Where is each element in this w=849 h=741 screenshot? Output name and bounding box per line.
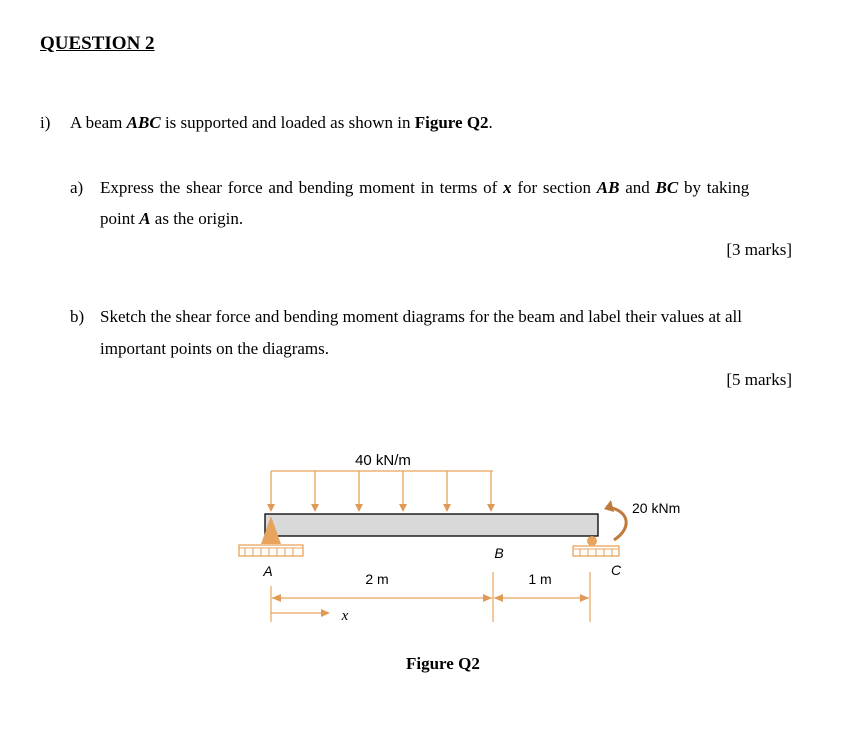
roller-support-c <box>573 536 619 556</box>
moment-arrow <box>604 500 680 540</box>
part-a-l1-t2: for section <box>511 178 597 197</box>
part-a-l1-t1: Express the shear force and bending moment in terms of <box>100 178 504 197</box>
moment-label: 20 kNm <box>632 500 681 516</box>
part-b-label: b) <box>70 307 85 326</box>
moment-arc <box>606 507 626 540</box>
question-title: QUESTION 2 <box>40 33 155 54</box>
moment-arrowhead <box>604 500 614 512</box>
x-label: x <box>341 608 349 624</box>
section-bc: BC <box>655 178 679 197</box>
figure-reference: Figure Q2 <box>414 113 489 132</box>
part-a-marks: [3 marks] <box>726 240 792 259</box>
beam <box>265 514 598 536</box>
span-ab-label: 2 m <box>365 571 389 587</box>
part-b-line-1: Sketch the shear force and bending moment diagrams for the beam and label their values at all <box>100 307 742 326</box>
point-c-label: C <box>610 562 622 578</box>
part-i-text-1: A beam <box>70 113 127 132</box>
part-b-line-2: important points on the diagrams. <box>100 339 329 358</box>
point-b-label: B <box>494 545 504 561</box>
part-a-l1-t4: by taking <box>678 178 750 197</box>
roller-wheel <box>587 536 597 546</box>
part-a-label: a) <box>70 178 84 197</box>
distributed-load <box>267 452 495 512</box>
point-a-ref: A <box>139 209 151 228</box>
span-bc-label: 1 m <box>528 571 552 587</box>
part-i-text-2: is supported and loaded as shown in <box>160 113 415 132</box>
part-b-marks: [5 marks] <box>726 370 792 389</box>
point-a-label: A <box>263 563 273 579</box>
part-a-l2-t2: as the origin. <box>150 209 244 228</box>
part-a-l1-t3: and <box>619 178 656 197</box>
udl-arrows <box>267 471 495 512</box>
part-i-text-3: . <box>488 113 493 132</box>
figure-caption: Figure Q2 <box>406 654 480 673</box>
part-i-number: i) <box>40 113 51 132</box>
section-ab: AB <box>596 178 620 197</box>
part-a-l2-t1: point <box>100 209 140 228</box>
beam-name: ABC <box>126 113 161 132</box>
udl-label: 40 kN/m <box>355 452 411 469</box>
variable-x: x <box>503 178 512 197</box>
